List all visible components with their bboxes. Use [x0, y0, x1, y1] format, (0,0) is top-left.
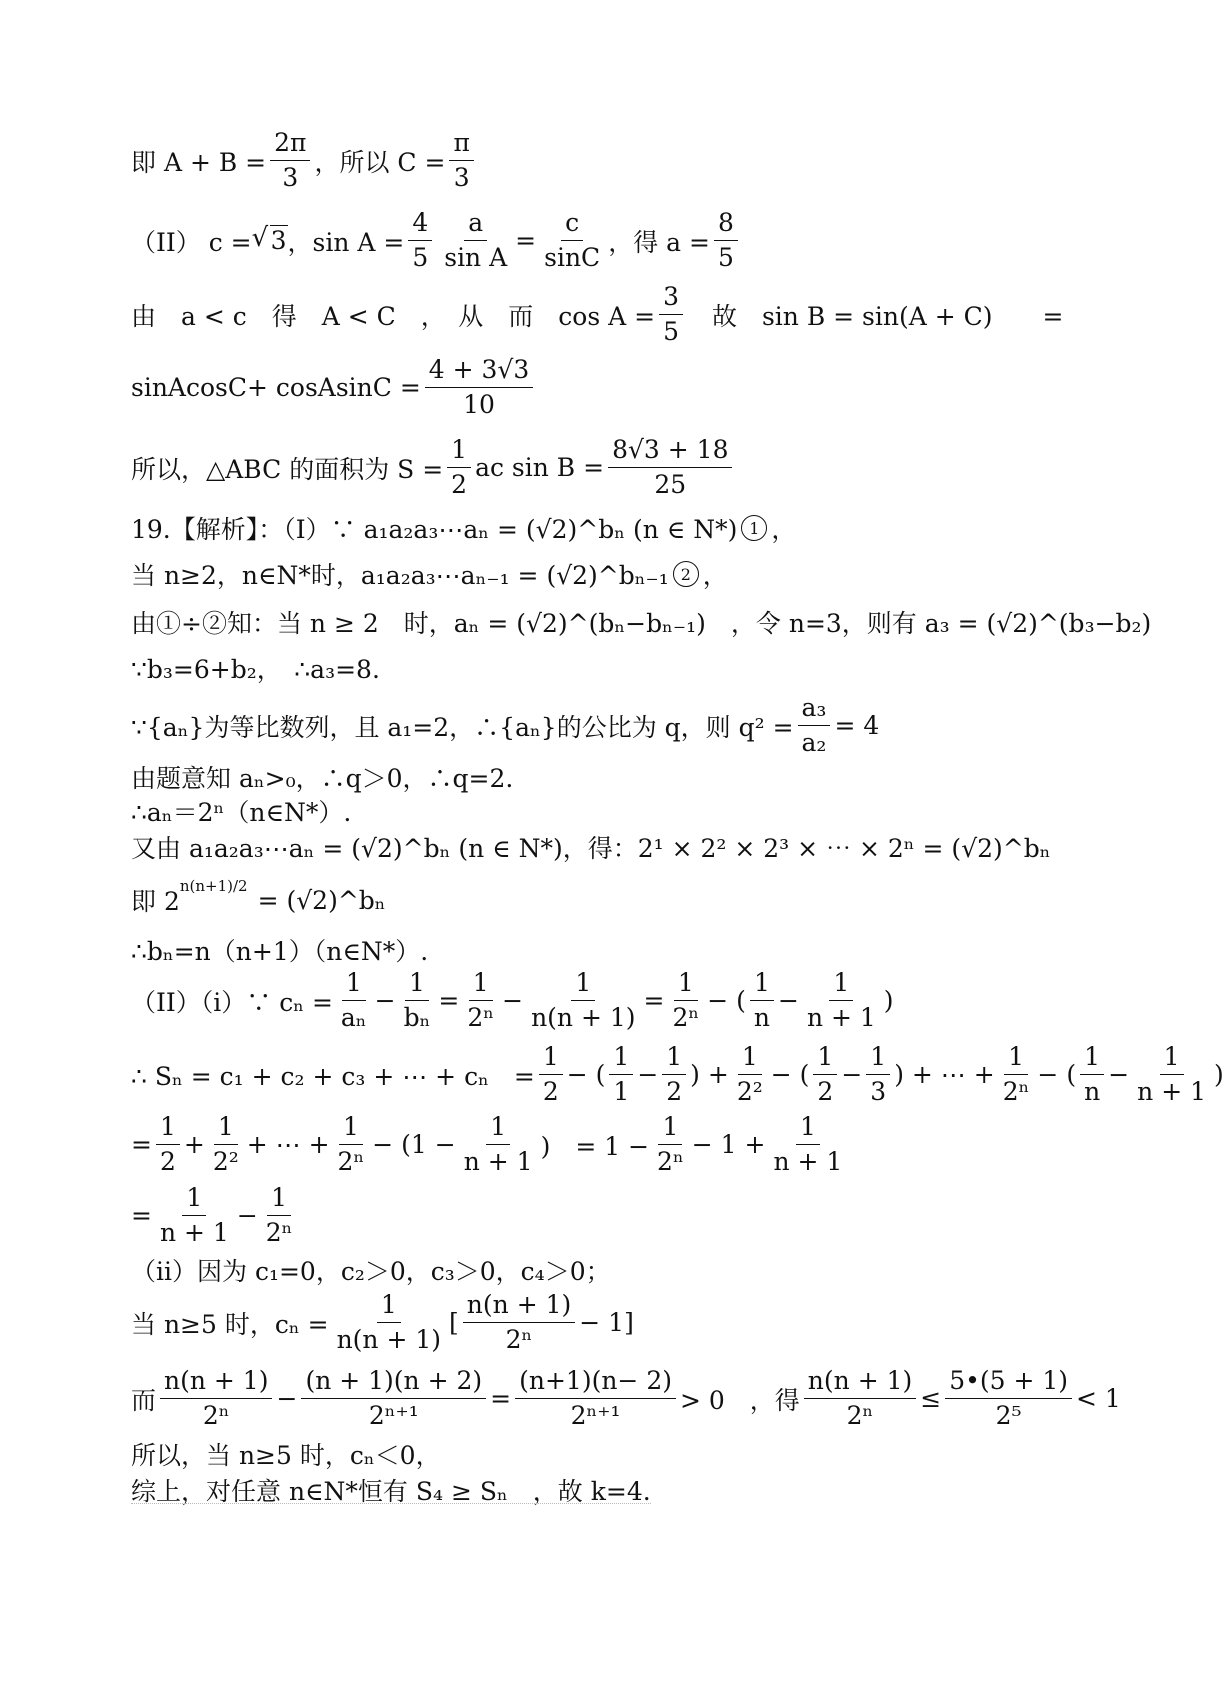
line-22: 而 $\frac{n(n + 1)}{\text{2ⁿ}}$ − $\frac{(n + 1)(n + 2)}{\text{2ⁿ⁺¹}}$ = $\frac{(n+1)(n- 2)}{\text{2ⁿ⁺¹}}$ > 0 ，得 $\frac{n(n + 1)}{\text{2ⁿ}}$ ≤ $\frac{5•(5 + 1)}{\text{2⁵}}$ < 1	[131, 1366, 1121, 1430]
frac-numerator: (n + 1)(n + 2)	[301, 1366, 486, 1399]
frac	[334, 1112, 369, 1177]
frac	[659, 282, 683, 347]
frac-numerator: 1	[469, 968, 493, 1001]
frac	[337, 968, 371, 1033]
frac	[333, 1290, 445, 1355]
frac-denominator: aₙ	[340, 1003, 367, 1032]
frac	[540, 208, 604, 273]
frac	[449, 128, 473, 193]
frac-numerator: c	[561, 208, 583, 241]
line-8: 由①÷②知：当 n ≥ 2 时，aₙ = (√2)^(bₙ−bₙ₋₁) ，令 n=3，则有 a₃ = (√2)^(b₃−b₂)	[131, 609, 1152, 638]
frac-numerator: 1	[1160, 1042, 1184, 1075]
frac	[750, 968, 774, 1033]
frac	[769, 1112, 846, 1177]
frac	[400, 968, 435, 1033]
line-16: （II）（i）∵ cₙ = $\frac{1}{\text{aₙ}}$ − $\frac{1}{\text{bₙ}}$ = $\frac{1}{\text{2ⁿ}}$ − $\frac{1}{n(n + 1)}$ = $\frac{1}{\text{2ⁿ}}$ − ( $\frac{1}{n}$ − $\frac{1}{n + 1}$ )	[131, 968, 894, 1032]
line-3: 由 a < c 得 A < C ， 从 而 cos A = $\frac{3}{5}$ 故 sin B = sin(A + C) =	[131, 282, 1064, 346]
line-15: ∴bₙ=n（n+1）（n∈N*）.	[131, 937, 429, 966]
frac-denominator: n(n + 1)	[531, 1003, 636, 1032]
frac-denominator: n + 1	[159, 1218, 229, 1247]
line-24: 综上，对任意 n∈N*恒有 S₄ ≥ Sₙ ，故 k=4.	[131, 1477, 651, 1506]
frac	[662, 1042, 686, 1107]
frac-denominator: n + 1	[806, 1003, 876, 1032]
circled-number: 1	[741, 515, 767, 541]
frac-denominator: a₂	[801, 728, 827, 757]
frac-numerator: 5•(5 + 1)	[945, 1366, 1072, 1399]
frac	[463, 968, 498, 1033]
frac-denominator: sin A	[444, 243, 508, 272]
frac-numerator: 1	[267, 1183, 291, 1216]
line-13: 又由 a₁a₂a₃⋯aₙ = (√2)^bₙ (n ∈ N*)，得：2¹ × 2² × 2³ × ⋯ × 2ⁿ = (√2)^bₙ	[131, 834, 1051, 863]
frac	[447, 435, 471, 500]
frac	[262, 1183, 297, 1248]
frac-denominator: 2⁵	[995, 1401, 1022, 1430]
frac	[945, 1366, 1072, 1431]
frac	[463, 1290, 575, 1355]
frac-numerator: 8	[714, 208, 738, 241]
frac-denominator: 2ⁿ	[505, 1325, 533, 1354]
frac	[527, 968, 639, 1033]
frac	[539, 1042, 563, 1107]
frac	[301, 1366, 486, 1431]
frac-denominator: 1	[613, 1077, 630, 1106]
frac-denominator: 2²	[212, 1147, 239, 1176]
frac-denominator: 3	[282, 163, 299, 192]
frac-numerator: 8√3 + 18	[608, 435, 732, 468]
frac-denominator: 2ⁿ	[1002, 1077, 1030, 1106]
frac-numerator: 1	[829, 968, 853, 1001]
frac-denominator: n + 1	[1137, 1077, 1206, 1106]
line-14: 即 2 $^{n(n+1)/2}$ = (√2)^bₙ	[131, 877, 386, 916]
circled-number: 2	[673, 561, 699, 587]
line-5: 所以，△ABC 的面积为 S = $\frac{1}{2}$ ac sin B = $\frac{8√3 + 18}{25}$	[131, 435, 1140, 500]
frac-numerator: n(n + 1)	[804, 1366, 916, 1399]
frac-denominator: 2ⁿ	[202, 1401, 230, 1430]
frac-denominator: 2	[817, 1077, 834, 1106]
frac-numerator: 2π	[270, 128, 310, 161]
frac-numerator: 1	[738, 1042, 762, 1075]
frac	[156, 1183, 233, 1248]
frac-denominator: 2	[542, 1077, 559, 1106]
frac-numerator: n(n + 1)	[160, 1366, 272, 1399]
frac-numerator: 1	[674, 968, 698, 1001]
frac-denominator: n	[753, 1003, 770, 1032]
frac	[440, 208, 511, 273]
frac-numerator: 1	[609, 1042, 633, 1075]
frac-numerator: 3	[659, 282, 683, 315]
frac	[999, 1042, 1034, 1107]
frac-denominator: 2ⁿ	[265, 1218, 293, 1247]
frac-denominator: 2ⁿ⁺¹	[570, 1401, 621, 1430]
frac-numerator: 1	[377, 1290, 401, 1323]
frac-denominator: 5	[412, 243, 429, 272]
frac-numerator: 1	[750, 968, 774, 1001]
dotted-rule	[131, 1503, 651, 1504]
frac	[668, 968, 703, 1033]
frac-denominator: 2ⁿ	[657, 1147, 684, 1176]
frac-denominator: 2ⁿ	[846, 1401, 874, 1430]
frac	[515, 1366, 676, 1431]
line-2: （II） c = √ 3 ，sin A = $\frac{4}{5}$ $\frac{a}{\text{sin A}}$ = $\frac{c}{\sin C}$ ，得 a = $\frac{8}{5}$	[131, 208, 1140, 273]
frac-denominator: 2ⁿ	[337, 1147, 365, 1176]
frac-numerator: 1	[182, 1183, 206, 1216]
frac-denominator: 3	[870, 1077, 887, 1106]
frac-denominator: 2ⁿ	[467, 1003, 495, 1032]
frac-numerator: (n+1)(n− 2)	[515, 1366, 676, 1399]
frac-numerator: 1	[658, 1112, 682, 1145]
line-6: 19.【解析】：（I）∵ a₁a₂a₃⋯aₙ = (√2)^bₙ (n ∈ N*) 1 ，	[131, 515, 797, 544]
line-10: ∵{aₙ}为等比数列，且 a₁=2，∴{aₙ}的公比为 q，则 q² = $\frac{\text{a₃}}{\text{a₂}}$ = 4	[131, 693, 880, 757]
frac-numerator: 1	[796, 1112, 820, 1145]
frac-numerator: 1	[342, 968, 366, 1001]
frac-denominator: n + 1	[773, 1147, 843, 1176]
sqrt: √ 3	[252, 226, 288, 255]
frac	[270, 128, 310, 193]
frac-numerator: 1	[866, 1042, 890, 1075]
frac-numerator: 1	[662, 1042, 686, 1075]
frac-denominator: n	[1084, 1077, 1101, 1106]
frac-numerator: 1	[339, 1112, 363, 1145]
frac-denominator: 5	[663, 317, 679, 346]
frac-denominator: 2ⁿ⁺¹	[368, 1401, 419, 1430]
frac-numerator: 4 + 3√3	[425, 355, 534, 388]
line-18: = $\frac{1}{2}$ + $\frac{1}{\text{2²}}$ + ⋯ + $\frac{1}{\text{2ⁿ}}$ − (1 − $\frac{1}{n + 1}$ ) = 1 − $\frac{1}{\text{2ⁿ}}$ − 1 + $\frac{1}{n + 1}$	[131, 1112, 1140, 1177]
frac	[160, 1366, 272, 1431]
frac-denominator: bₙ	[403, 1003, 431, 1032]
frac	[460, 1112, 537, 1177]
frac	[156, 1112, 180, 1177]
frac	[733, 1042, 767, 1107]
frac-numerator: 1	[214, 1112, 238, 1145]
frac-denominator: 2	[451, 470, 468, 499]
line-19: = $\frac{1}{n + 1}$ − $\frac{1}{\text{2ⁿ}}$	[131, 1183, 1140, 1248]
frac-numerator: 1	[539, 1042, 563, 1075]
frac-numerator: n(n + 1)	[463, 1290, 575, 1323]
frac	[1133, 1042, 1210, 1107]
frac	[1080, 1042, 1104, 1107]
frac	[803, 968, 880, 1033]
line-4: sinAcosC+ cosAsinC = $\frac{4 + 3√3}{10}$	[131, 355, 1140, 420]
frac	[714, 208, 738, 273]
frac-numerator: 1	[447, 435, 471, 468]
frac-denominator: 10	[463, 390, 495, 419]
frac-denominator: 5	[717, 243, 734, 272]
frac-denominator: 3	[453, 163, 470, 192]
frac-denominator: 2²	[736, 1077, 763, 1106]
line-23: 所以，当 n≥5 时，cₙ＜0，	[131, 1441, 441, 1470]
line-17: ∴ Sₙ = c₁ + c₂ + c₃ + ⋯ + cₙ = $\frac{1}{2}$ − ( $\frac{1}{1}$ − $\frac{1}{2}$ ) + $\frac{1}{\text{2²}}$ − ( $\frac{1}{2}$ − $\frac{1}{3}$ ) + ⋯ + $\frac{1}{\text{2ⁿ}}$ − ( $\frac{1}{n}$ − $\frac{1}{n + 1}$ )	[131, 1042, 1224, 1106]
frac-numerator: 1	[571, 968, 595, 1001]
line-9: ∵b₃=6+b₂， ∴a₃=8.	[131, 655, 380, 684]
frac	[408, 208, 432, 273]
frac-denominator: 2	[159, 1147, 176, 1176]
frac-numerator: 1	[813, 1042, 837, 1075]
frac	[609, 1042, 633, 1107]
line-11: 由题意知 aₙ>₀，∴q＞0，∴q=2.	[131, 764, 514, 793]
frac-numerator: 1	[1004, 1042, 1028, 1075]
frac	[209, 1112, 243, 1177]
line-20: （ii）因为 c₁=0，c₂＞0，c₃＞0，c₄＞0；	[131, 1257, 611, 1286]
frac-denominator: 25	[654, 470, 687, 499]
frac	[798, 693, 831, 758]
frac-denominator: sinC	[544, 243, 601, 272]
line-1: 即 A + B = $\frac{2\pi}{3}$ ，所以 C = $\frac{\pi}{3}$	[131, 128, 1140, 193]
frac-numerator: 1	[405, 968, 429, 1001]
frac-numerator: a₃	[798, 693, 831, 726]
frac	[608, 435, 732, 500]
frac-denominator: 2	[666, 1077, 683, 1106]
frac-numerator: 1	[1080, 1042, 1104, 1075]
line-7: 当 n≥2，n∈N*时，a₁a₂a₃⋯aₙ₋₁ = (√2)^bₙ₋₁ 2 ，	[131, 561, 728, 590]
frac	[813, 1042, 837, 1107]
frac	[653, 1112, 688, 1177]
frac-denominator: n(n + 1)	[336, 1325, 442, 1354]
line-12: ∴aₙ＝2ⁿ（n∈N*）.	[131, 798, 352, 827]
frac-denominator: 2ⁿ	[672, 1003, 700, 1032]
frac-numerator: 1	[156, 1112, 180, 1145]
frac-numerator: π	[449, 128, 473, 161]
frac	[804, 1366, 916, 1431]
line-21: 当 n≥5 时，cₙ = $\frac{1}{n(n + 1)}$ [ $\frac{n(n + 1)}{\text{2ⁿ}}$ − 1]	[131, 1290, 634, 1354]
frac	[425, 355, 534, 420]
frac-denominator: n + 1	[463, 1147, 533, 1176]
frac-numerator: 4	[408, 208, 432, 241]
frac-numerator: a	[464, 208, 487, 241]
frac	[866, 1042, 890, 1107]
frac-numerator: 1	[486, 1112, 510, 1145]
